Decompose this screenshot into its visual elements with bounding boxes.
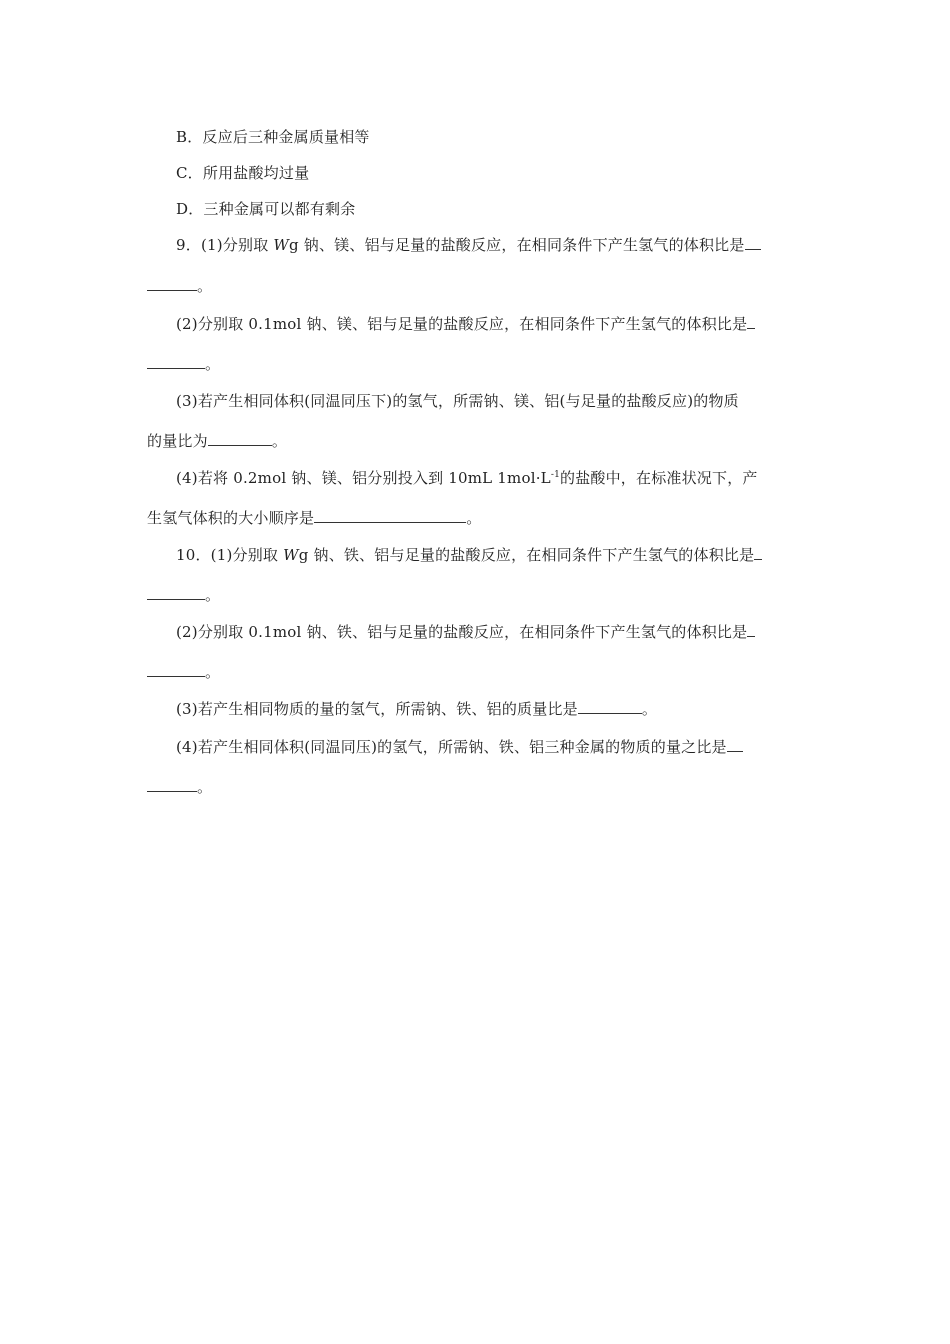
period: 。	[197, 277, 213, 295]
period: 。	[641, 700, 658, 718]
q9-part4-text-a: (4)若将 0.2mol 钠、镁、铝分别投入到 10mL 1mol·L	[176, 469, 551, 487]
q9-part1-cont	[147, 276, 807, 296]
q9-part4-line2: 生氢气体积的大小顺序是	[147, 509, 315, 527]
q10-part2-text: (2)分别取 0.1mol 钠、铁、铝与足量的盐酸反应，在相同条件下产生氢气的体积比是	[176, 623, 748, 641]
q9-part1-text: g 钠、镁、铝与足量的盐酸反应，在相同条件下产生氢气的体积比是	[289, 236, 745, 254]
q10-part2-cont	[147, 662, 807, 682]
q9-part3-cont	[147, 431, 807, 451]
answer-blank[interactable]	[147, 662, 205, 677]
q10-part3	[176, 699, 836, 719]
q10-part1-prefix: 10．(1)分别取	[176, 546, 284, 564]
answer-blank[interactable]	[147, 585, 205, 600]
answer-blank[interactable]	[747, 622, 755, 637]
q9-part3: (3)若产生相同体积(同温同压下)的氢气，所需钠、镁、铝(与足量的盐酸反应)的物质	[176, 392, 739, 410]
q10-part1-var: W	[283, 546, 299, 564]
answer-blank[interactable]	[754, 545, 762, 560]
q9-part2	[176, 314, 836, 334]
option-c: C．所用盐酸均过量	[176, 164, 310, 182]
period: 。	[205, 586, 221, 604]
q10-part2	[176, 622, 836, 642]
q9-part1	[176, 235, 836, 255]
q10-part1-cont	[147, 585, 807, 605]
q9-part1-prefix: 9．(1)分别取	[176, 236, 274, 254]
q10-part3-text: (3)若产生相同物质的量的氢气，所需钠、铁、铝的质量比是	[176, 700, 578, 718]
q10-part4-cont	[147, 777, 807, 797]
q9-part2-text: (2)分别取 0.1mol 钠、镁、铝与足量的盐酸反应，在相同条件下产生氢气的体积比是	[176, 315, 748, 333]
q9-part2-cont	[147, 354, 807, 374]
q9-part4-sup: -1	[550, 470, 560, 480]
answer-blank[interactable]	[147, 276, 197, 291]
answer-blank[interactable]	[727, 737, 743, 752]
period: 。	[205, 355, 221, 373]
period: 。	[466, 509, 482, 527]
answer-blank[interactable]	[147, 777, 197, 792]
q10-part4	[176, 737, 836, 757]
answer-blank[interactable]	[208, 431, 272, 446]
q9-part3-text: 的量比为	[147, 432, 208, 450]
period: 。	[197, 778, 213, 796]
q10-part1-text: g 钠、铁、铝与足量的盐酸反应，在相同条件下产生氢气的体积比是	[298, 546, 755, 564]
q9-part4-cont	[147, 508, 807, 528]
answer-blank[interactable]	[747, 314, 755, 329]
q10-part4-text: (4)若产生相同体积(同温同压)的氢气，所需钠、铁、铝三种金属的物质的量之比是	[176, 738, 727, 756]
answer-blank[interactable]	[314, 508, 466, 523]
q9-part4	[176, 468, 836, 488]
period: 。	[271, 432, 288, 450]
q9-part4-text-b: 的盐酸中，在标准状况下，产	[560, 469, 758, 487]
q10-part1	[176, 545, 836, 565]
option-d: D．三种金属可以都有剩余	[176, 200, 356, 218]
q9-part1-var: W	[273, 236, 289, 254]
period: 。	[205, 663, 221, 681]
answer-blank[interactable]	[578, 699, 642, 714]
answer-blank[interactable]	[147, 354, 205, 369]
option-b: B．反应后三种金属质量相等	[176, 128, 370, 146]
answer-blank[interactable]	[745, 235, 761, 250]
